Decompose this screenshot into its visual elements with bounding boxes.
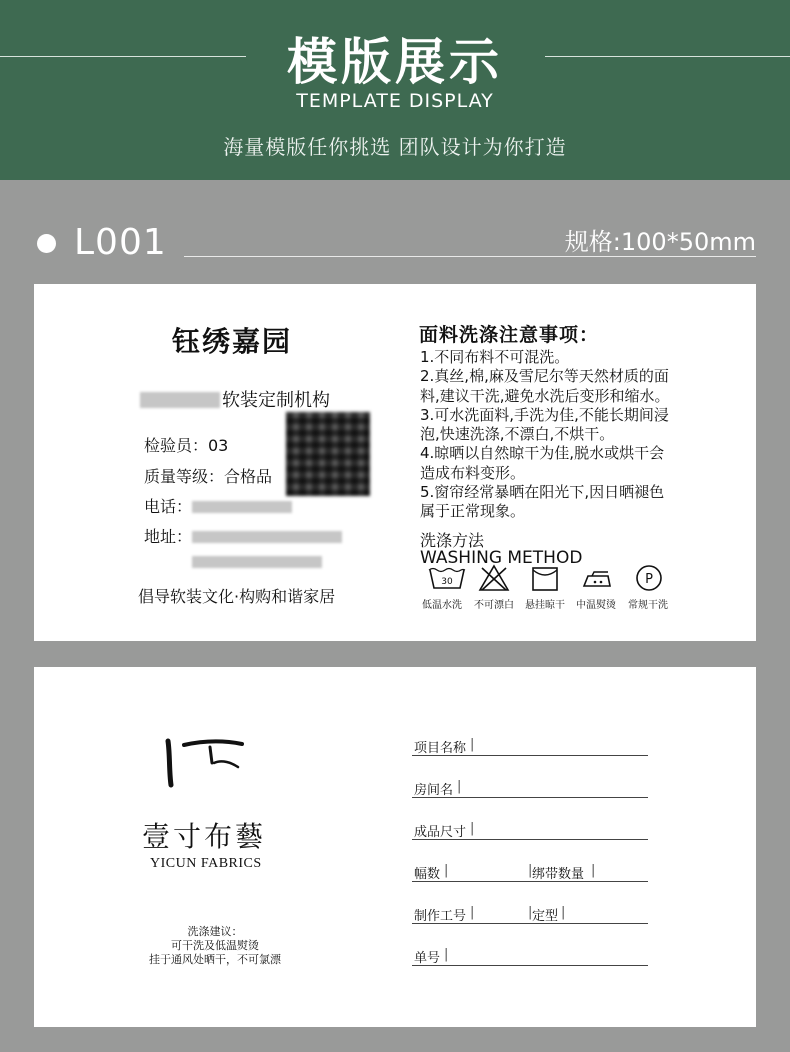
care-line: 属于正常现象。 bbox=[420, 502, 526, 521]
field-separator: | bbox=[561, 905, 566, 920]
wash-symbol-label: 悬挂晾干 bbox=[525, 600, 565, 611]
field-label-project-name: 项目名称 bbox=[414, 741, 467, 756]
hang-dry-icon bbox=[522, 564, 568, 592]
qr-code-image bbox=[286, 412, 370, 496]
care-line: 5.窗帘经常暴晒在阳光下,因日晒褪色 bbox=[420, 483, 665, 502]
field-label-width-count: 幅数 bbox=[414, 867, 441, 882]
org-suffix: 软装定制机构 bbox=[222, 390, 330, 411]
wash-temp-text: 30 bbox=[441, 577, 453, 587]
form-row-work-style bbox=[412, 905, 648, 924]
care-line: 2.真丝,棉,麻及雪尼尔等天然材质的面 bbox=[420, 367, 669, 386]
advice-line: 挂于通风处晒干，不可氯漂 bbox=[149, 953, 281, 966]
page-title: 模版展示 bbox=[287, 33, 503, 91]
field-separator: | bbox=[457, 779, 462, 794]
wash-symbol-label: 不可漂白 bbox=[474, 600, 514, 611]
form-row-size bbox=[412, 821, 648, 840]
label-card-back bbox=[34, 667, 756, 1027]
care-line: 造成布料变形。 bbox=[420, 463, 526, 482]
bullet-icon bbox=[37, 234, 56, 253]
no-bleach-icon bbox=[471, 564, 517, 592]
care-line: 泡,快速洗涤,不漂白,不烘干。 bbox=[420, 425, 615, 444]
wash-method-en: WASHING METHOD bbox=[420, 548, 583, 568]
field-label-style: 定型 bbox=[532, 909, 559, 924]
wash-symbol-label: 低温水洗 bbox=[422, 600, 462, 611]
blurred-address bbox=[192, 531, 342, 543]
address-label: 地址： bbox=[144, 527, 193, 546]
phone-row bbox=[144, 494, 292, 517]
field-label-room-name: 房间名 bbox=[414, 783, 454, 798]
field-label-order-no: 单号 bbox=[414, 951, 441, 966]
field-label-strap-count: 绑带数量 bbox=[532, 867, 585, 882]
advice-line: 可干洗及低温熨烫 bbox=[171, 939, 259, 952]
field-separator: | bbox=[444, 863, 449, 878]
blurred-text bbox=[140, 392, 220, 408]
care-line: 4.晾晒以自然晾干为佳,脱水或烘干会 bbox=[420, 444, 665, 463]
field-separator: | bbox=[444, 947, 449, 962]
brand-en-name: YICUN FABRICS bbox=[150, 856, 262, 871]
care-title: 面料洗涤注意事项： bbox=[419, 324, 600, 346]
template-code-row bbox=[34, 222, 756, 262]
wash-30-icon bbox=[424, 564, 470, 592]
care-line: 1.不同布料不可混洗。 bbox=[420, 348, 570, 366]
brand-name: 钰绣嘉园 bbox=[172, 325, 293, 358]
care-instructions bbox=[420, 348, 720, 522]
iron-medium-icon bbox=[574, 564, 620, 592]
inspector-label: 检验员：03 bbox=[144, 436, 229, 455]
brand-logo-icon bbox=[162, 737, 262, 789]
address-row-2 bbox=[192, 552, 322, 571]
brand-motto: 倡导软装文化·构购和谐家居 bbox=[138, 587, 336, 606]
care-line: 料,建议干洗,避免水洗后变形和缩水。 bbox=[420, 386, 670, 405]
field-label-work-no: 制作工号 bbox=[414, 909, 467, 924]
grade-label: 质量等级：合格品 bbox=[144, 467, 273, 486]
label-card-front bbox=[34, 284, 756, 641]
advice-line: 洗涤建议： bbox=[187, 925, 243, 938]
header-slogan: 海量模版任你挑选 团队设计为你打造 bbox=[223, 135, 567, 159]
field-separator: | bbox=[470, 821, 475, 836]
care-line: 3.可水洗面料,手洗为佳,不能长期间浸 bbox=[420, 405, 669, 424]
address-row bbox=[144, 524, 342, 547]
brand-cn-name: 壹寸布藝 bbox=[142, 820, 267, 853]
dry-clean-icon bbox=[626, 564, 672, 592]
blurred-address-2 bbox=[192, 556, 322, 568]
form-row-order bbox=[412, 947, 648, 966]
field-separator: | bbox=[470, 737, 475, 752]
field-separator: | bbox=[591, 863, 596, 878]
template-code: L001 bbox=[74, 222, 167, 263]
field-separator: | bbox=[528, 863, 533, 878]
form-row-room bbox=[412, 779, 648, 798]
org-name bbox=[140, 386, 330, 412]
header-banner bbox=[0, 0, 790, 180]
code-row-divider bbox=[184, 256, 756, 257]
page-subtitle: TEMPLATE DISPLAY bbox=[296, 90, 494, 112]
phone-label: 电话： bbox=[144, 497, 193, 516]
field-separator: | bbox=[470, 905, 475, 920]
wash-method-cn: 洗涤方法 bbox=[420, 531, 485, 550]
template-spec: 规格:100*50mm bbox=[564, 228, 756, 256]
wash-symbol-label: 中温熨烫 bbox=[576, 600, 616, 611]
field-label-product-size: 成品尺寸 bbox=[414, 825, 467, 840]
field-separator: | bbox=[528, 905, 533, 920]
form-row-width-strap bbox=[412, 863, 648, 882]
form-row-project bbox=[412, 737, 648, 756]
dry-clean-letter: P bbox=[645, 572, 653, 587]
wash-advice bbox=[130, 925, 300, 967]
wash-symbol-label: 常规干洗 bbox=[628, 600, 668, 611]
blurred-phone bbox=[192, 501, 292, 513]
